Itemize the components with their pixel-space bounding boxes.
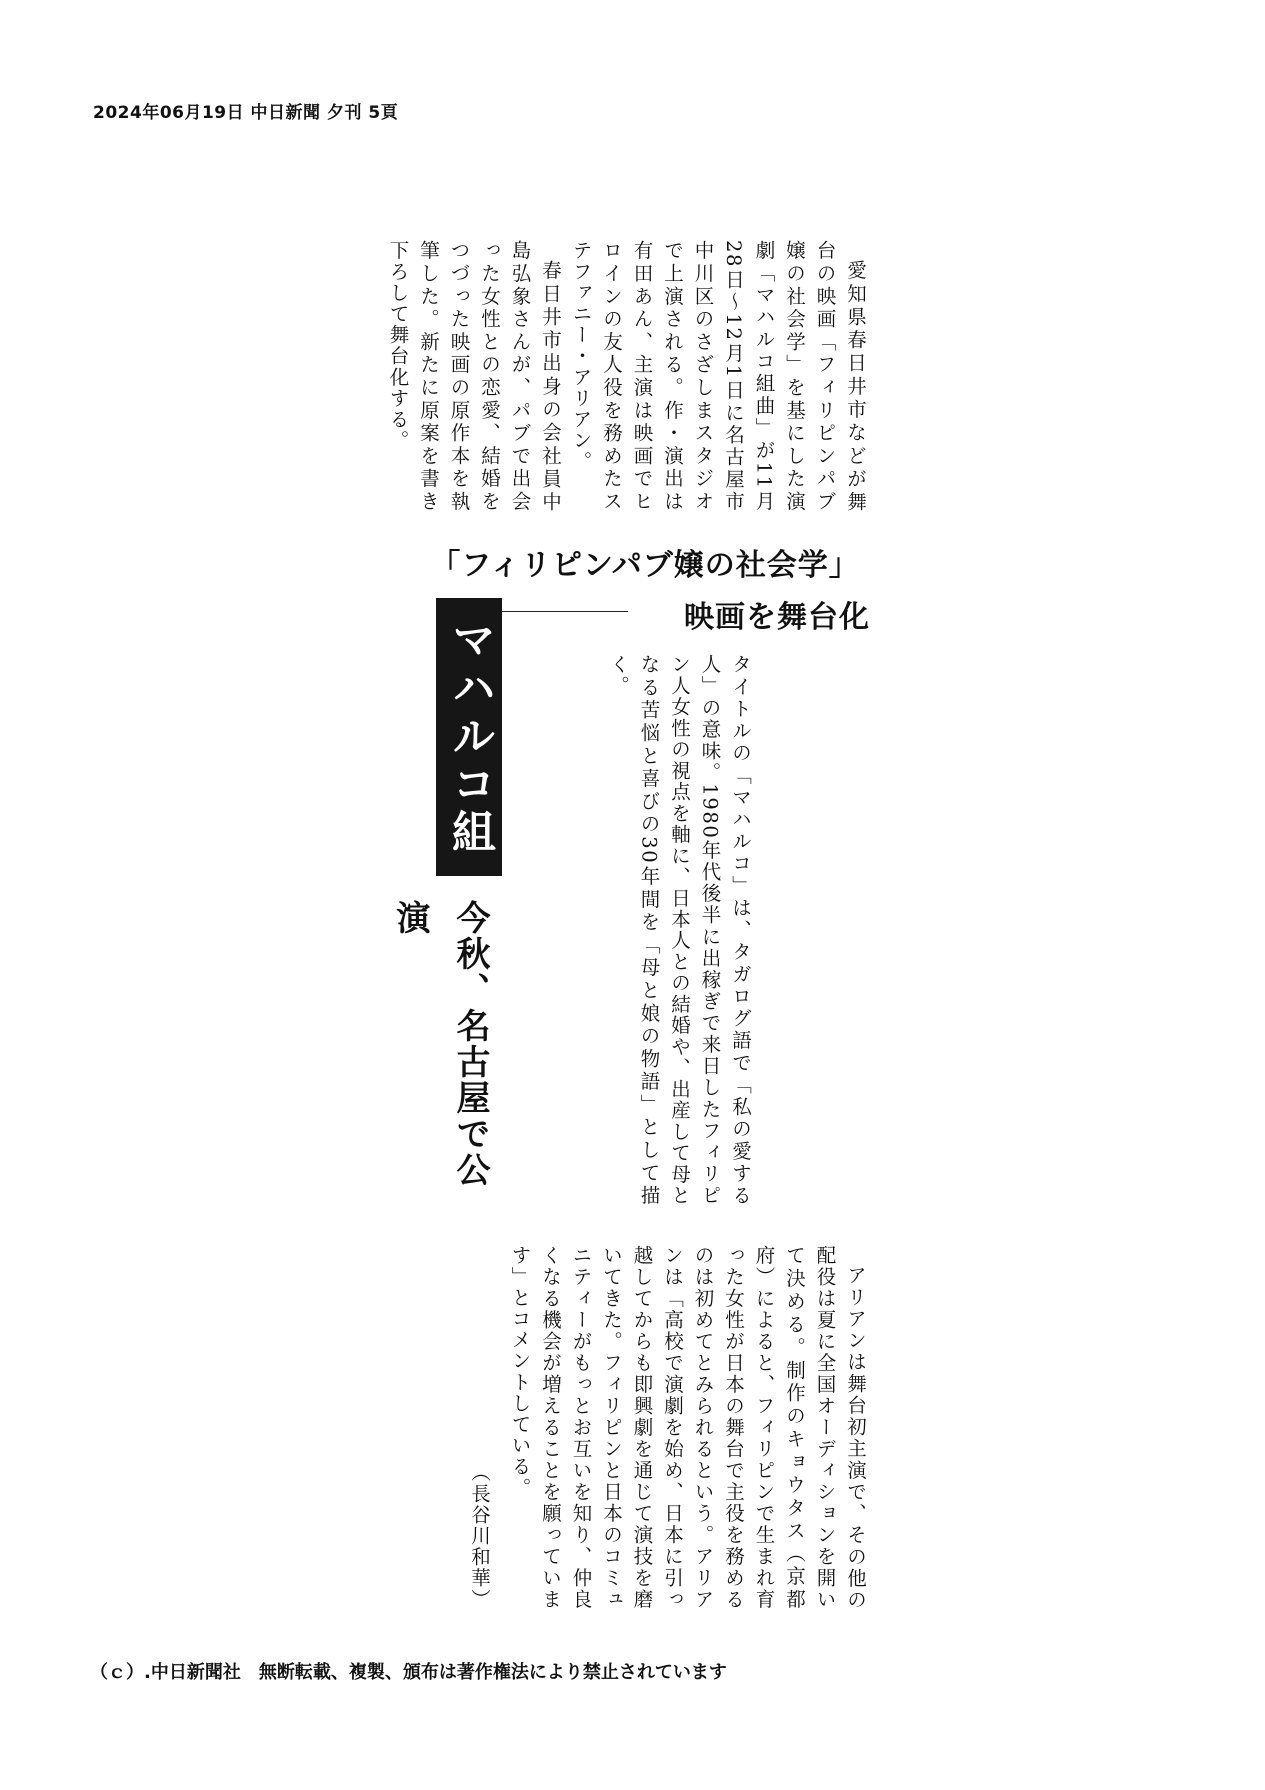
paragraph-4: アリアンは舞台初主演で、その他の配役は夏に全国オーディションを開いて決める。制作のキョウタス（京都府）によると、フィリピンで生まれ育った女性が日本の舞台で主役を務めるのは初めてとみられるという。アリアンは「高校で演劇を始め、日本に引っ越してからも即興劇を通じて演技を磨いてきた。フィリピンと日本のコミュニティーがもっとお互いを知り、仲良くなる機会が増えることを願っています」とコメントしている。	[508, 1245, 867, 1610]
article-title: マハルコ組曲	[436, 598, 502, 876]
headline-sub: 映画を舞台化	[684, 600, 870, 635]
paragraph-1: 愛知県春日井市などが舞台の映画「フィリピンパブ嬢の社会学」を基にした演劇「マハルコ組曲」が11月28日〜12月1日に名古屋市中川区のさざしまスタジオで上演される。作・演出は有田あん、主演は映画でヒロインの友人役を務めたステファニー・アリアン。	[569, 240, 867, 512]
article-body-bottom	[445, 1245, 870, 1610]
news-clipping	[378, 240, 870, 1610]
article-body-top	[386, 240, 870, 512]
copyright-notice: （ｃ）.中日新聞社 無断転載、複製、頒布は著作権法により禁止されています	[90, 1662, 727, 1683]
headline-main: 「フィリピンパブ嬢の社会学」	[430, 548, 860, 583]
paragraph-2: 春日井市出身の会社員中島弘象さんが、パブで出会った女性との恋愛、結婚をつづった映画の原作本を執筆した。新たに原案を書き下ろして舞台化する。	[386, 240, 562, 512]
paragraph-3: タイトルの「マハルコ」は、タガログ語で「私の愛する人」の意味。1980年代後半に出稼ぎで来日したフィリピン人女性の視点を軸に、日本人との結婚や、出産して母となる苦悩と喜びの30年間を「母と娘の物語」として描く。	[607, 654, 752, 1206]
page-dateline: 2024年06月19日 中日新聞 夕刊 5頁	[93, 103, 399, 123]
byline: （長谷川和華）	[468, 1462, 491, 1610]
article-body-middle	[510, 654, 755, 1206]
headline-vertical: 今秋、名古屋で公演	[390, 900, 490, 1188]
